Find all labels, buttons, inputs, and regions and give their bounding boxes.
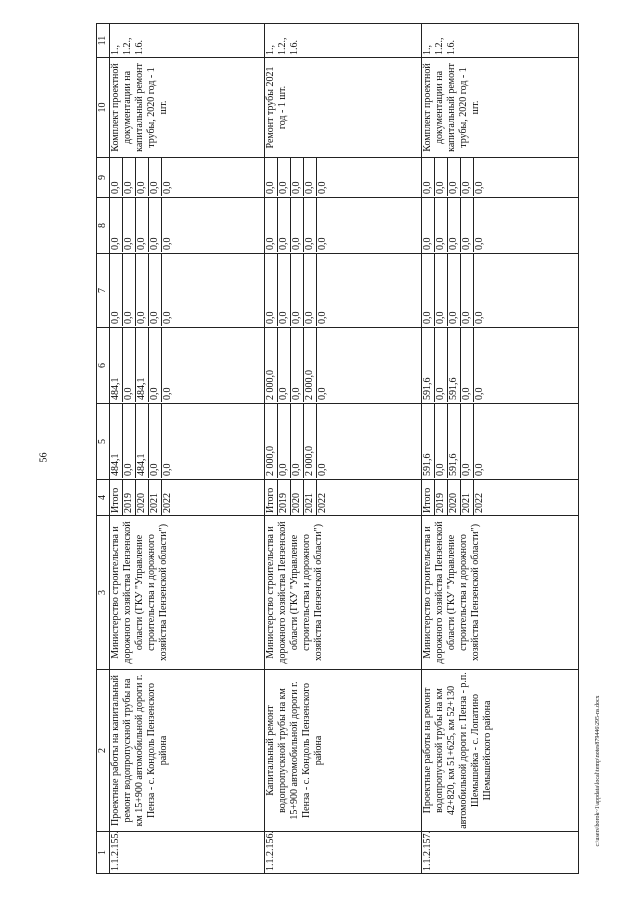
- expected-result: Ремонт трубы 2021 год - 1 шт.: [265, 58, 422, 158]
- col8-values: [110, 198, 265, 254]
- file-path-footer: c:\users\borok~1\appdata\local\temp\notes879446\295-ns.docx: [595, 695, 601, 847]
- value-cell: 0,0: [149, 254, 162, 326]
- value-cell: 0,0: [474, 237, 485, 250]
- year-cell: 2022: [162, 493, 173, 513]
- value-cell: 484,1: [136, 404, 149, 478]
- executor: Министерство строительства и дорожного хозяйства Пензенской области (ГКУ "Управление строительства и дорожного хозяйства Пензенской области"): [265, 516, 422, 670]
- year-cell: 2022: [474, 493, 485, 513]
- value-cell: 0,0: [291, 158, 304, 196]
- value-cell: 0,0: [435, 404, 448, 478]
- indicator-ref: 1., 1.2., 1.6.: [265, 24, 422, 58]
- value-cell: 484,1: [136, 328, 149, 402]
- value-cell: 0,0: [149, 198, 162, 252]
- years-list: [265, 480, 422, 516]
- col6-values: [265, 328, 422, 404]
- header-cell: 6: [97, 328, 110, 404]
- col9-values: [422, 158, 579, 198]
- value-cell: 0,0: [265, 198, 278, 252]
- value-cell: 0,0: [162, 237, 173, 250]
- value-cell: 0,0: [136, 254, 149, 326]
- header-cell: 8: [97, 198, 110, 254]
- value-cell: 0,0: [123, 254, 136, 326]
- row-number: 1.1.2.155.: [110, 832, 265, 874]
- value-cell: 0,0: [461, 198, 474, 252]
- value-cell: 0,0: [422, 198, 435, 252]
- year-cell: 2020: [291, 480, 304, 515]
- work-name: Проектные работы на ремонт водопропускной трубы на км 42+820, км 51+625, км 52+130 автомобильной дороги г. Пенза - р.п. Шемышейка - с. Лопатино Шемышейского района: [422, 670, 579, 832]
- col9-values: [265, 158, 422, 198]
- year-cell: 2019: [278, 480, 291, 515]
- indicator-ref: 1., 1.2., 1.6.: [422, 24, 579, 58]
- expected-result: Комплект проектной документации на капитальный ремонт трубы, 2020 год - 1 шт.: [422, 58, 579, 158]
- year-cell: Итого: [110, 480, 123, 515]
- value-cell: 0,0: [162, 181, 173, 194]
- years-list: [422, 480, 579, 516]
- col7-values: [110, 254, 265, 328]
- value-cell: 0,0: [317, 181, 328, 194]
- value-cell: 0,0: [435, 198, 448, 252]
- year-cell: 2021: [304, 480, 317, 515]
- value-cell: 0,0: [448, 158, 461, 196]
- year-cell: 2020: [448, 480, 461, 515]
- col5-values: [265, 404, 422, 480]
- col8-values: [422, 198, 579, 254]
- col5-values: [422, 404, 579, 480]
- col8-values: [265, 198, 422, 254]
- value-cell: 0,0: [422, 254, 435, 326]
- value-cell: 0,0: [304, 158, 317, 196]
- col6-values: [422, 328, 579, 404]
- header-cell: 10: [97, 58, 110, 158]
- value-cell: 0,0: [291, 198, 304, 252]
- col7-values: [265, 254, 422, 328]
- value-cell: 0,0: [110, 198, 123, 252]
- header-cell: 2: [97, 670, 110, 832]
- value-cell: 591,6: [448, 404, 461, 478]
- value-cell: 0,0: [278, 158, 291, 196]
- table-row: [265, 24, 422, 874]
- value-cell: 0,0: [474, 463, 485, 476]
- expected-result: Комплект проектной документации на капитальный ремонт трубы, 2020 год - 1 шт.: [110, 58, 265, 158]
- table-row: [110, 24, 265, 874]
- value-cell: 0,0: [265, 158, 278, 196]
- value-cell: 0,0: [435, 328, 448, 402]
- executor: Министерство строительства и дорожного хозяйства Пензенской области (ГКУ "Управление строительства и дорожного хозяйства Пензенской области"): [422, 516, 579, 670]
- value-cell: 0,0: [448, 198, 461, 252]
- header-cell: 5: [97, 404, 110, 480]
- program-table: [96, 23, 579, 874]
- header-row: [97, 24, 110, 874]
- year-cell: 2019: [123, 480, 136, 515]
- value-cell: 591,6: [448, 328, 461, 402]
- value-cell: 0,0: [278, 198, 291, 252]
- value-cell: 0,0: [461, 328, 474, 402]
- year-cell: 2022: [317, 493, 328, 513]
- header-cell: 4: [97, 480, 110, 516]
- header-cell: 7: [97, 254, 110, 328]
- year-cell: 2021: [461, 480, 474, 515]
- value-cell: 0,0: [474, 181, 485, 194]
- value-cell: 0,0: [291, 328, 304, 402]
- year-cell: 2021: [149, 480, 162, 515]
- value-cell: 0,0: [265, 254, 278, 326]
- value-cell: 0,0: [123, 198, 136, 252]
- value-cell: 0,0: [136, 198, 149, 252]
- work-name: Капитальный ремонт водопропускной трубы на км 15+900 автомобильной дороги г. Пенза - с. Кондоль Пензенского района: [265, 670, 422, 832]
- indicator-ref: 1., 1.2., 1.6.: [110, 24, 265, 58]
- value-cell: 591,6: [422, 328, 435, 402]
- year-cell: 2020: [136, 480, 149, 515]
- value-cell: 0,0: [278, 404, 291, 478]
- executor: Министерство строительства и дорожного хозяйства Пензенской области (ГКУ "Управление строительства и дорожного хозяйства Пензенской области"): [110, 516, 265, 670]
- value-cell: 0,0: [474, 311, 485, 324]
- year-cell: 2019: [435, 480, 448, 515]
- value-cell: 0,0: [317, 311, 328, 324]
- page-number: 56: [38, 452, 50, 463]
- row-number: 1.1.2.157.: [422, 832, 579, 874]
- value-cell: 0,0: [291, 404, 304, 478]
- year-cell: Итого: [265, 480, 278, 515]
- value-cell: 0,0: [317, 463, 328, 476]
- header-cell: 1: [97, 832, 110, 874]
- value-cell: 2 000,0: [265, 328, 278, 402]
- header-cell: 11: [97, 24, 110, 58]
- value-cell: 0,0: [461, 158, 474, 196]
- rotated-table-container: [96, 24, 580, 874]
- table-row: [422, 24, 579, 874]
- value-cell: 0,0: [123, 404, 136, 478]
- value-cell: 484,1: [110, 404, 123, 478]
- work-name: Проектные работы на капитальный ремонт водопропускной трубы на км 15+900 автомобильной дороги г. Пенза - с. Кондоль Пензенского района: [110, 670, 265, 832]
- value-cell: 0,0: [149, 328, 162, 402]
- col6-values: [110, 328, 265, 404]
- value-cell: 0,0: [162, 463, 173, 476]
- value-cell: 2 000,0: [304, 328, 317, 402]
- value-cell: 0,0: [317, 237, 328, 250]
- value-cell: 0,0: [461, 404, 474, 478]
- value-cell: 0,0: [435, 158, 448, 196]
- value-cell: 0,0: [110, 158, 123, 196]
- value-cell: 591,6: [422, 404, 435, 478]
- value-cell: 0,0: [317, 387, 328, 400]
- value-cell: 0,0: [291, 254, 304, 326]
- value-cell: 2 000,0: [304, 404, 317, 478]
- header-cell: 3: [97, 516, 110, 670]
- value-cell: 0,0: [162, 311, 173, 324]
- value-cell: 0,0: [278, 328, 291, 402]
- years-list: [110, 480, 265, 516]
- value-cell: 0,0: [461, 254, 474, 326]
- value-cell: 0,0: [162, 387, 173, 400]
- col9-values: [110, 158, 265, 198]
- header-cell: 9: [97, 158, 110, 198]
- value-cell: 0,0: [136, 158, 149, 196]
- value-cell: 0,0: [304, 198, 317, 252]
- year-cell: Итого: [422, 480, 435, 515]
- value-cell: 0,0: [422, 158, 435, 196]
- value-cell: 0,0: [110, 254, 123, 326]
- col7-values: [422, 254, 579, 328]
- value-cell: 0,0: [123, 158, 136, 196]
- value-cell: 0,0: [448, 254, 461, 326]
- value-cell: 0,0: [278, 254, 291, 326]
- row-number: 1.1.2.156.: [265, 832, 422, 874]
- value-cell: 0,0: [123, 328, 136, 402]
- value-cell: 2 000,0: [265, 404, 278, 478]
- col5-values: [110, 404, 265, 480]
- value-cell: 0,0: [149, 158, 162, 196]
- value-cell: 0,0: [304, 254, 317, 326]
- value-cell: 0,0: [435, 254, 448, 326]
- value-cell: 0,0: [149, 404, 162, 478]
- value-cell: 0,0: [474, 387, 485, 400]
- value-cell: 484,1: [110, 328, 123, 402]
